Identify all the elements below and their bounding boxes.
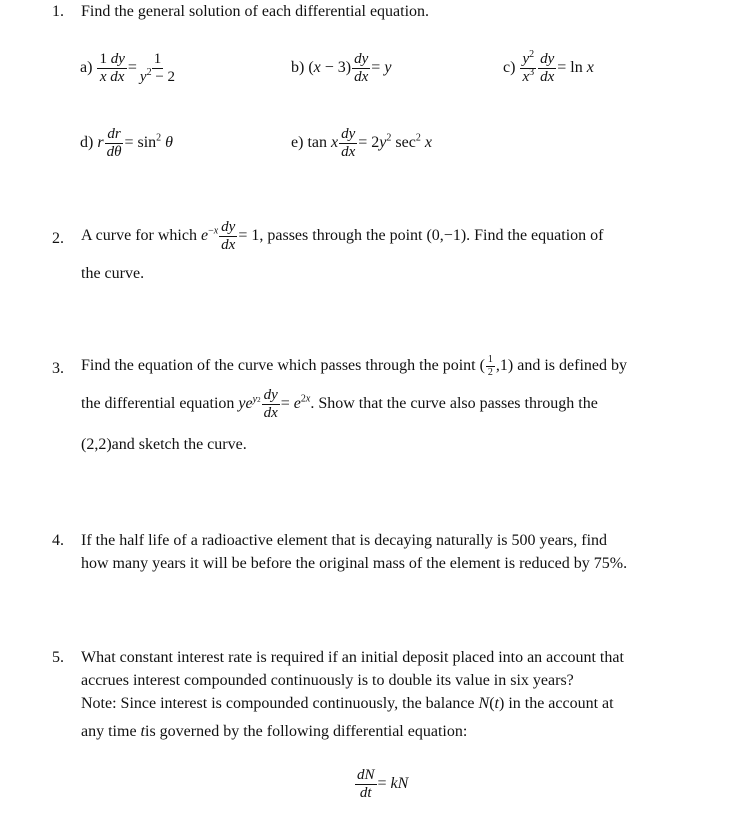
question-3-point-two-two: (2,2)	[81, 436, 112, 453]
part-1b-label: b)	[291, 59, 305, 77]
equation-3: $ye^{y2}$ $\frac{dy}{dx}$ = $e^{2x}$	[238, 387, 311, 421]
question-5-number: 5.	[52, 649, 64, 666]
part-1c-label: c)	[503, 59, 516, 77]
question-5-line3-before: Note: Since interest is compounded continuously, the balance	[81, 695, 475, 712]
question-5-line1: What constant interest rate is required if an initial deposit placed into an account that	[81, 649, 624, 666]
part-1b	[291, 52, 391, 85]
question-3-line3-after: and sketch the curve.	[111, 436, 247, 453]
question-5-balance-symbol: N	[478, 695, 490, 712]
question-2-text-after: , passes through the point	[259, 227, 423, 245]
part-1d-label: d)	[80, 134, 94, 152]
equation-1c: $\frac{y^2}{x^3}$ $\frac{dy}{dx}$ = ln x	[522, 49, 594, 85]
part-1e-label: e)	[291, 134, 304, 152]
question-2-line1	[81, 220, 603, 253]
question-5-line3: Note: Since interest is compounded continuously, the balance N(t) in the account at	[81, 695, 614, 712]
question-3-point-half-one: ( $\frac{1}{2}$ ,1)	[479, 354, 514, 378]
equation-1b: (x − 3) $\frac{dy}{dx}$ = y	[308, 51, 392, 85]
question-2-text-end: . Find the equation of	[466, 227, 604, 245]
equation-5: $\frac{dN}{dt}$ = kN	[357, 767, 409, 801]
part-1a	[80, 52, 178, 85]
question-4-line2: how many years it will be before the original mass of the element is reduced by 75%.	[81, 555, 628, 572]
part-1c	[503, 49, 594, 85]
question-5-line4-after: is governed by the following differential equation:	[145, 723, 468, 740]
question-1-number: 1.	[52, 3, 64, 20]
question-3-line1-before: Find the equation of the curve which passes through the point	[81, 357, 476, 375]
question-2-point: (0,−1)	[426, 227, 467, 245]
question-3-line1	[81, 355, 627, 378]
question-3-line3	[81, 437, 247, 453]
question-4-line1: If the half life of a radioactive element that is decaying naturally is 500 years, find	[81, 532, 608, 549]
question-2-number: 2.	[52, 230, 64, 247]
question-3-line2	[81, 388, 598, 421]
question-3-line2-before: the differential equation	[81, 395, 235, 413]
question-2-text-before: A curve for which	[81, 227, 197, 245]
equation-1d: r $\frac{dr}{d\theta}$ = $\sin^2 \theta$	[97, 126, 173, 160]
question-5-line3-after: in the account at	[508, 695, 614, 712]
equation-2: $e^{-x}$ $\frac{dy}{dx}$ = 1	[200, 219, 260, 253]
equation-1a: $\frac{1 dy}{\text{x dx}}$ = $\frac{1}{y^2 - 2}$	[99, 51, 176, 85]
question-3-line2-after: . Show that the curve also passes through the	[310, 395, 598, 413]
equation-1e: tan x $\frac{dy}{dx}$ = $2y^2$ $\sec^2 x$	[307, 126, 432, 160]
question-5-time-symbol: t	[140, 723, 145, 740]
question-5-line4-before: any time	[81, 723, 137, 740]
question-5-line2: accrues interest compounded continuously is to double its value in six years?	[81, 672, 574, 689]
part-1a-label: a)	[80, 59, 93, 77]
question-1-text: Find the general solution of each differential equation.	[81, 3, 430, 20]
question-3-number: 3.	[52, 360, 64, 377]
question-2-line2: the curve.	[81, 265, 145, 282]
question-5-line4	[81, 724, 467, 740]
part-1d	[80, 127, 173, 160]
question-3-line1-after: and is defined by	[517, 357, 627, 375]
question-4-number: 4.	[52, 532, 64, 549]
part-1e	[291, 127, 432, 160]
